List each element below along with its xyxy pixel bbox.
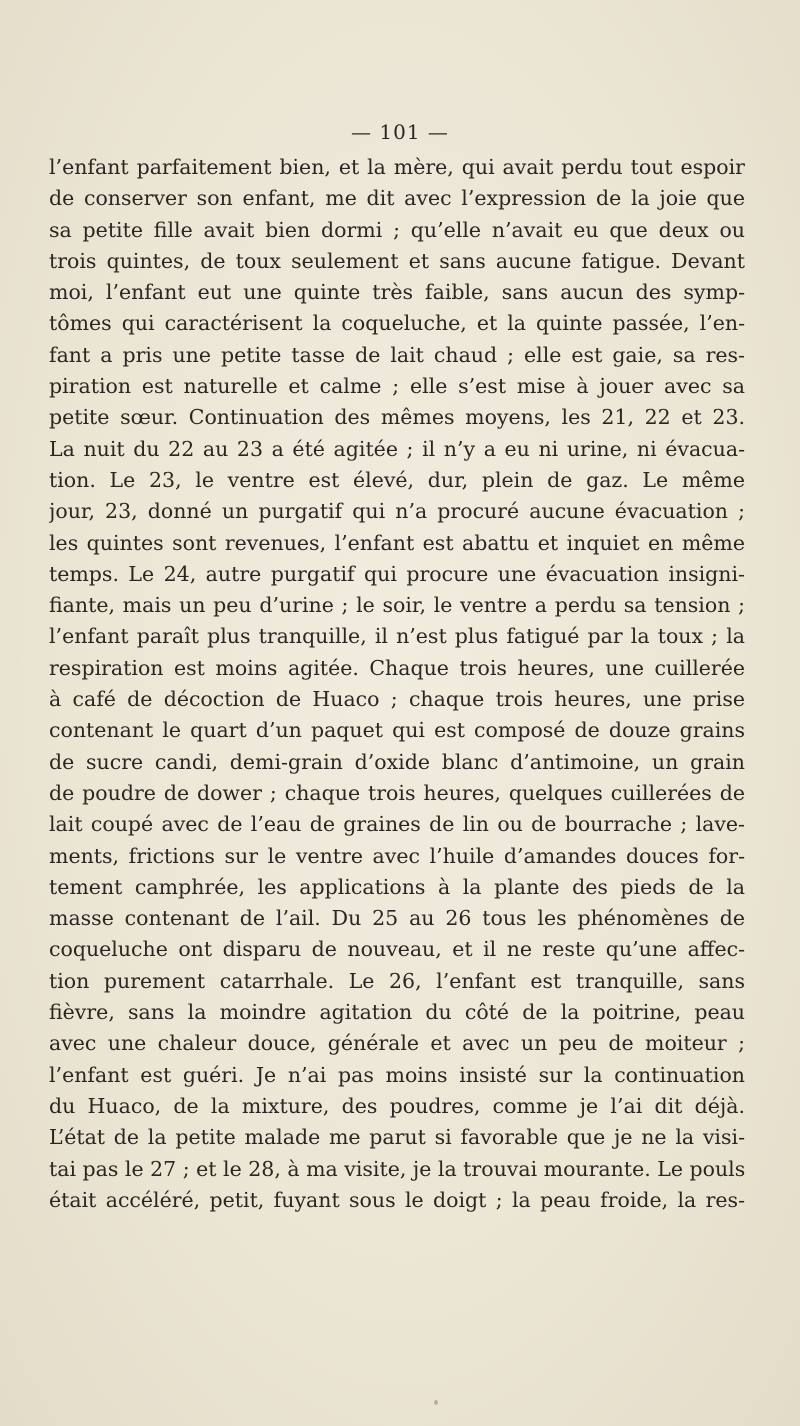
body-text [49,152,745,1216]
text-line: respiration est moins agitée. Chaque trois heures, une cuillerée [49,655,745,680]
text-line: tômes qui caractérisent la coqueluche, et la quinte passée, l’en- [49,311,745,336]
text-line: de conserver son enfant, me dit avec l’expression de la joie que [49,186,745,211]
text-line: l’enfant paraît plus tranquille, il n’est plus fatigué par la toux ; la [49,624,745,649]
page-number: — 101 — [351,120,449,144]
text-line: L’état de la petite malade me parut si favorable que je ne la visi- [49,1125,745,1150]
text-line: l’enfant parfaitement bien, et la mère, qui avait perdu tout espoir [49,155,745,179]
text-line: La nuit du 22 au 23 a été agitée ; il n’y a eu ni urine, ni évacua- [49,436,745,461]
text-line: à café de décoction de Huaco ; chaque trois heures, une prise [49,687,745,712]
text-line: tement camphrée, les applications à la plante des pieds de la [49,874,745,899]
text-line: les quintes sont revenues, l’enfant est abattu et inquiet en même [49,530,745,555]
text-line: contenant le quart d’un paquet qui est composé de douze grains [49,718,745,743]
text-line: ments, frictions sur le ventre avec l’huile d’amandes douces for- [49,843,745,868]
text-line: tai pas le 27 ; et le 28, à ma visite, je la trouvai mourante. Le pouls [49,1156,745,1181]
text-line: avec une chaleur douce, générale et avec un peu de moiteur ; [49,1031,745,1056]
text-line: fant a pris une petite tasse de lait chaud ; elle est gaie, sa res- [49,342,745,367]
text-line: moi, l’enfant eut une quinte très faible, sans aucun des symp- [49,280,745,305]
text-line: du Huaco, de la mixture, des poudres, comme je l’ai dit déjà. [49,1093,745,1118]
text-line: temps. Le 24, autre purgatif qui procure une évacuation insigni- [49,561,745,586]
text-line: était accéléré, petit, fuyant sous le doigt ; la peau froide, la res- [49,1187,745,1212]
text-line: de poudre de dower ; chaque trois heures, quelques cuillerées de [49,780,745,805]
text-line: jour, 23, donné un purgatif qui n’a procuré aucune évacuation ; [49,499,745,524]
text-line: de sucre candi, demi-grain d’oxide blanc d’antimoine, un grain [49,749,745,774]
text-line: lait coupé avec de l’eau de graines de lin ou de bourrache ; lave- [49,812,745,837]
text-line: fiante, mais un peu d’urine ; le soir, le ventre a perdu sa tension ; [49,593,745,618]
text-line: petite sœur. Continuation des mêmes moyens, les 21, 22 et 23. [49,405,745,430]
text-line: coqueluche ont disparu de nouveau, et il ne reste qu’une affec- [49,937,745,962]
text-line: tion purement catarrhale. Le 26, l’enfant est tranquille, sans [49,968,745,993]
text-line: fièvre, sans la moindre agitation du côté de la poitrine, peau [49,1000,745,1025]
paper-speck [434,1400,438,1405]
text-line: sa petite fille avait bien dormi ; qu’elle n’avait eu que deux ou [49,217,745,242]
text-line: trois quintes, de toux seulement et sans aucune fatigue. Devant [49,248,745,273]
text-line: piration est naturelle et calme ; elle s’est mise à jouer avec sa [49,374,745,399]
text-line: l’enfant est guéri. Je n’ai pas moins insisté sur la continuation [49,1062,745,1087]
text-line: masse contenant de l’ail. Du 25 au 26 tous les phénomènes de [49,906,745,931]
text-line: tion. Le 23, le ventre est élevé, dur, plein de gaz. Le même [49,467,745,492]
